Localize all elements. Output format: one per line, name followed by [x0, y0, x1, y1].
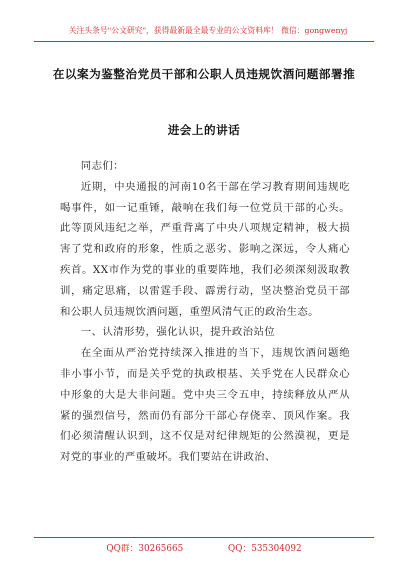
footer-qq: QQ：535304092	[228, 544, 302, 554]
document-body	[60, 156, 350, 468]
header-divider	[34, 41, 374, 42]
header-banner: 关注头条号"公文研究"，获得最新最全最专业的公文资料库！ 微信：gongwenyj	[68, 26, 348, 35]
body-paragraph: 在全面从严治党持续深入推进的当下，违规饮酒问题绝非小事小节，而是关乎党的执政根基、关乎党在人民群众心中形象的大是大非问题。党中央三令五申，持续释放从严从紧的强烈信号，然而仍有部分干部心存侥幸、顶风作案。我们必须清醒认识到，这不仅是对纪律规矩的公然漠视，更是对党的事业的严重破坏。我们要站在讲政治、	[60, 347, 350, 464]
salutation: 同志们：	[80, 160, 124, 172]
body-paragraph: 近期，中央通报的河南10名干部在学习教育期间违规吃喝事件，如一记重锤，敲响在我们每一位党员干部的心头。此等顶风违纪之举，严重背离了中央八项规定精神，极大损害了党和政府的形象，性质之恶劣、影响之深远，令人痛心疾首。XX市作为党的事业的重要阵地，我们必须深刻汲取教训，痛定思痛，以雷霆手段、霹雳行动，坚决整治党员干部和公职人员违规饮酒问题，重塑风清气正的政治生态。	[60, 180, 350, 318]
footer-qq-group: QQ群：30265665	[106, 544, 184, 554]
footer-divider	[34, 537, 374, 538]
section-heading: 一、认清形势，强化认识，提升政治站位	[80, 326, 276, 339]
document-title-line-1: 在以案为鉴整治党员干部和公职人员违规饮酒问题部署推	[52, 67, 356, 81]
document-title-line-2: 进会上的讲话	[167, 123, 241, 137]
footer-contact	[34, 541, 374, 554]
